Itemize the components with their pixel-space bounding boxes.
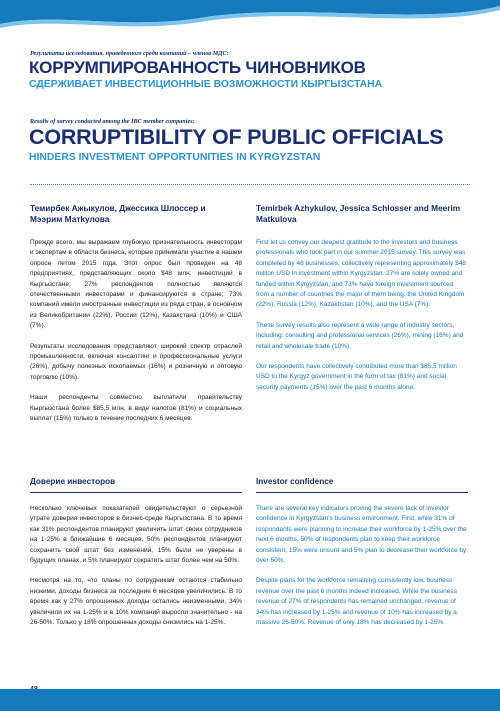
column-ru-bottom (30, 504, 242, 638)
subtitle-en: HINDERS INVESTMENT OPPORTUNITIES IN KYRGYZSTAN (29, 152, 321, 163)
intro-ru: Результаты исследования, проведенного среди компаний – членов МДС: (30, 50, 229, 57)
subtitle-ru: СДЕРЖИВАЕТ ИНВЕСТИЦИОННЫЕ ВОЗМОЖНОСТИ КЫРГЫЗСТАНА (29, 79, 383, 90)
title-en: CORRUPTIBILITY OF PUBLIC OFFICIALS (29, 125, 444, 149)
title-ru: КОРРУМПИРОВАННОСТЬ ЧИНОВНИКОВ (29, 58, 366, 77)
section-title-ru: Доверие инвесторов (30, 477, 116, 486)
paragraph-ru-2: Результаты исследования представляют широкий спектр отраслей промышленности, включая консалтинг и профессиональные услуги (26%), добычу полезных ископаемых (16%) и розничную и оптовую торговлю (10%). (30, 342, 242, 381)
paragraph-ru-3: Наши респонденты совместно выплатили правительству Кыргызстана более $85,5 млн. в виде налогов (81%) и социальных выплат (15%) только в течение последних 6 месяцев. (30, 394, 242, 423)
section-rule-en (256, 492, 468, 493)
paragraph-en-5: Despite plans for the workforce remaining consistently low, business revenue over the past 6 months indeed increased. While the business revenue of 27% of respondents has remained unchanged, revenue of 34% has increased by 1-25% and revenue of 10% has increased by a massive 26-50%. Revenue of only 18% has decreased by 1-25%. (256, 577, 457, 627)
authors-ru: Темирбек Ажыкулов, Джессика Шлоссер и Мээрим Матkулова (30, 203, 206, 224)
paragraph-en-4: There are several key indicators proving the severe lack of investor confidence in Kyrgyzstan's business environment. First, while 31% of respondents were planning to increase their workforce by 1-25% over the next 6 months, 50% of respondents plan to keep their workforce consistent, 15% were unsure and 5% plan to decrease their workforce by over 50%. (256, 505, 467, 565)
paragraph-en-3: Our respondents have collectively contributed more than $85.5 million USD to the Kyrgyz government in the form of tax (81%) and social security payments (15%) over the past 6 months alone. (256, 363, 457, 391)
authors-en: Temirbek Azhykulov, Jessica Schlosser and Meerim Matkulova (256, 203, 461, 224)
footer-bar (0, 689, 500, 711)
section-title-en: Investor confidence (256, 477, 334, 486)
column-ru-top (30, 238, 242, 435)
section-rule-ru (30, 492, 242, 493)
header-divider (30, 184, 470, 187)
intro-en: Results of survey conducted among the IBC member companies: (30, 118, 195, 125)
paragraph-en-1: First let us convey our deepest gratitude to the investors and business professionals who took part in our summer 2015 survey. This survey was completed by 48 businesses, collectively representing approximately $48 million USD in investment within Kyrgyzstan. 27% are solely owned and funded within Kyrgyzstan, and 73% have foreign investment sourced from a number of countries the major of them being: the United Kingdom (22%), Russia (12%), Kazakhstan (10%), and the USA (7%). (256, 239, 466, 309)
paragraph-ru-1: Прежде всего, мы выражаем глубокую признательность инвесторам и экспертам в области бизнеса, которые принимали участие в нашем опросе летом 2015 года. Этот опрос был проведен на 48 предприятиях, представляющих около $48 млн. инвестиций в Кыргызстане; 27% респондентов полностью являются отечественными инвесторами и финансируются в стране; 73% компаний имели иностранные инвестиции из ряда стран, в основном из Великобритании (22%), России (12%), Казахстана (10%) и США (7%). (30, 239, 242, 330)
header-wave-decoration (0, 0, 500, 36)
paragraph-ru-4: Несколько ключевых показателей свидетельствуют о серьезной утрате доверия инвесторов в бизнес-среде Кыргызстана. В то время как 31% респондентов планируют увеличить штат своих сотрудников на 1-25% в ближайшие 6 месяцев, 50% респондентов планируют сохранить свой штат без изменений, 15% были не уверены в будущих планах, и 5% планируют сократить штат более чем на 50%. (30, 505, 242, 565)
column-en-top (256, 238, 468, 403)
paragraph-ru-5: Несмотря на то, что планы по сотрудникам остаются стабильно низкими, доходы бизнеса за последние 6 месяцев увеличились. В то время как у 27% опрошенных доходы остались неизменными, 34% увеличили их на 1-25% и в 10% компаний выросли значительно - на 26-50%. Только у 18% опрошенных доходы снизились на 1-25%. (30, 577, 242, 627)
column-en-bottom (256, 504, 468, 638)
paragraph-en-2: These survey results also represent a wide range of industry sectors, including: consulting and professional services (26%), mining (16%) and retail and wholesale trade (10%). (256, 321, 464, 350)
